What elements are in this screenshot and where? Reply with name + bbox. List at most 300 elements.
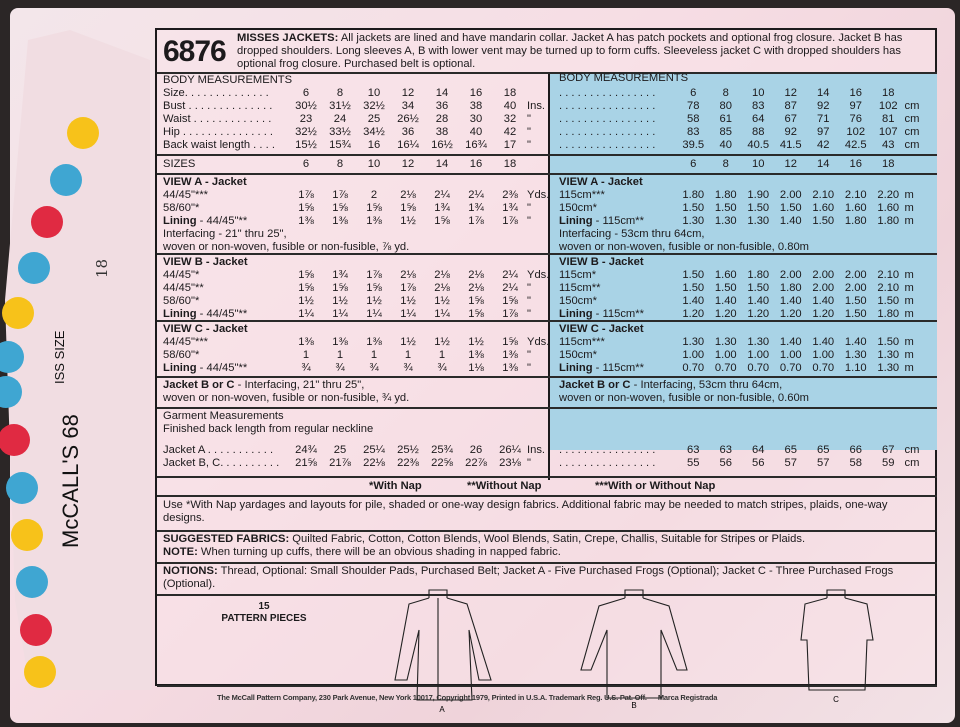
unit: m (904, 336, 914, 348)
interfacing-note: woven or non-woven, fusible or non-fusible, ¾ yd. (163, 392, 410, 404)
unit: Ins. (527, 100, 546, 112)
cell-value: 1.80 (844, 215, 867, 227)
unit: Ins. (527, 444, 546, 456)
cell-value: 2⅛ (434, 269, 450, 281)
cell-value: 40 (469, 126, 483, 138)
cell-value: 1.30 (747, 336, 770, 348)
notions-text: Thread, Optional: Small Shoulder Pads, Purchased Belt; Jacket A - Five Purchased Frogs (Optional); Jacket C - Three Purchased Frogs (Optional). (163, 565, 894, 590)
cell-value: 1¼ (366, 308, 382, 320)
cell-value: 18 (882, 158, 895, 170)
table-row (559, 100, 929, 113)
table-row (559, 202, 929, 215)
cell-value: 0.70 (747, 362, 770, 374)
cell-value: 1.00 (747, 349, 770, 361)
cell-value: 16½ (431, 139, 453, 151)
note-text: - Interfacing, 53cm thru 64cm, (630, 379, 783, 391)
cell-value: 1⅝ (298, 282, 314, 294)
view-a-title: VIEW A - Jacket (559, 176, 643, 188)
table-row (163, 282, 553, 295)
pattern-pieces-label: PATTERN PIECES (221, 613, 307, 624)
interfacing-note: woven or non-woven, fusible or non-fusible, ⅞ yd. (163, 241, 410, 253)
unit: " (527, 295, 531, 307)
cell-value: 18 (503, 158, 517, 170)
cell-value: 42 (503, 126, 517, 138)
cell-value: ¾ (403, 362, 413, 374)
view-a-title: VIEW A - Jacket (163, 176, 247, 188)
cell-value: 1.20 (779, 308, 802, 320)
table-row (163, 362, 553, 375)
cell-value: 80 (719, 100, 732, 112)
cell-value: 102 (878, 100, 898, 112)
cell-value: 14 (817, 87, 830, 99)
row-label: Lining - 115cm** (559, 215, 644, 227)
cell-value: 22⅛ (363, 457, 385, 469)
cell-value: 36 (435, 100, 449, 112)
cell-value: 65 (817, 444, 830, 456)
cell-value: 1½ (434, 295, 450, 307)
table-row (559, 215, 929, 228)
table-row (163, 113, 553, 126)
cell-value: 10 (367, 158, 381, 170)
row-label: . . . . . . . . . . . . . . . . (559, 457, 656, 469)
decorative-dot (2, 297, 34, 329)
cell-value: 57 (784, 457, 797, 469)
cell-value: 25½ (397, 444, 419, 456)
decorative-dot (16, 566, 48, 598)
cell-value: 22⅞ (465, 457, 487, 469)
cell-value: 23⅛ (499, 457, 521, 469)
divider (157, 154, 937, 156)
cell-value: 1⅝ (468, 308, 484, 320)
cell-value: 1.50 (844, 308, 867, 320)
cell-value: 2.00 (844, 282, 867, 294)
cell-value: 1.50 (714, 282, 737, 294)
table-row (559, 362, 929, 375)
cell-value: 32½ (295, 126, 317, 138)
decorative-dot (67, 117, 99, 149)
cell-value: 2.00 (779, 189, 802, 201)
cell-value: 59 (882, 457, 895, 469)
cell-value: 1⅞ (332, 189, 348, 201)
unit: " (527, 215, 531, 227)
view-b-label: B (631, 701, 637, 710)
cell-value: 2⅛ (468, 282, 484, 294)
cell-value: 30½ (295, 100, 317, 112)
cell-value: 8 (722, 87, 729, 99)
unit: cm (904, 457, 920, 469)
decorative-dot (6, 472, 38, 504)
notions-title: NOTIONS: (163, 565, 218, 577)
divider (157, 407, 937, 409)
cell-value: 1¼ (332, 308, 348, 320)
cell-value: 1⅜ (332, 215, 348, 227)
divider (157, 320, 937, 322)
cell-value: 2¼ (502, 269, 518, 281)
cell-value: 12 (784, 158, 797, 170)
table-row (163, 295, 553, 308)
jacket-b-or-c-note (163, 379, 364, 392)
cell-value: 1.30 (714, 336, 737, 348)
cell-value: 21⅝ (295, 457, 317, 469)
row-label: 44/45"** (163, 282, 204, 294)
unit: m (904, 282, 914, 294)
row-label: 115cm*** (559, 336, 605, 348)
cell-value: 16 (849, 158, 862, 170)
cell-value: 1.50 (747, 282, 770, 294)
cell-value: 1.80 (877, 308, 900, 320)
interfacing-note: woven or non-woven, fusible or non-fusible, 0.60m (559, 392, 809, 404)
unit: cm (904, 100, 920, 112)
divider (157, 376, 937, 378)
table-row (163, 349, 553, 362)
cell-value: 1.40 (812, 295, 835, 307)
row-label: . . . . . . . . . . . . . . . . (559, 139, 656, 151)
unit: m (904, 362, 914, 374)
cell-value: 61 (719, 113, 732, 125)
cell-value: 1⅝ (366, 282, 382, 294)
cell-value: 6 (302, 158, 310, 170)
row-label: . . . . . . . . . . . . . . . . (559, 126, 656, 138)
cell-value: 1.30 (682, 215, 705, 227)
unit: Yds. (527, 269, 550, 281)
cell-value: 1.30 (747, 215, 770, 227)
cell-value: 1½ (468, 336, 484, 348)
unit (905, 87, 929, 100)
cell-value: 42 (817, 139, 830, 151)
cell-value: 1¾ (434, 202, 450, 214)
cell-value: 1¾ (468, 202, 484, 214)
cell-value: 1.00 (682, 349, 705, 361)
cell-value: 1⅜ (332, 336, 348, 348)
cell-value: 28 (435, 113, 449, 125)
cell-value: 30 (469, 113, 483, 125)
cell-value: 58 (687, 113, 700, 125)
divider (157, 495, 937, 497)
row-label: Lining - 44/45"** (163, 215, 248, 227)
cell-value: 1⅜ (502, 349, 518, 361)
cell-value: 43 (882, 139, 895, 151)
cell-value: 0.70 (812, 362, 835, 374)
unit: m (904, 269, 914, 281)
cell-value: 1⅝ (298, 202, 314, 214)
cell-value: 1⅝ (502, 336, 518, 348)
use-note: Use *With Nap yardages and layouts for pile, shaded or one-way design fabrics. Additional fabric may be needed to match stripes, plaids, one-way designs. (163, 499, 888, 524)
cell-value: 6 (302, 87, 310, 99)
note-title: Jacket B or C (559, 379, 631, 391)
decorative-dot (50, 164, 82, 196)
unit: Yds. (527, 189, 550, 201)
cell-value: 92 (784, 126, 797, 138)
cell-value: ¾ (335, 362, 345, 374)
cell-value: ¾ (369, 362, 379, 374)
cell-value: 2.10 (812, 189, 835, 201)
cell-value: 1.50 (682, 202, 705, 214)
row-label: 58/60"* (163, 349, 200, 361)
note-title: Jacket B or C (163, 379, 235, 391)
jacket-b-illustration (581, 590, 687, 698)
cell-value: 2 (370, 189, 378, 201)
cell-value: 76 (849, 113, 862, 125)
cell-value: 42.5 (844, 139, 867, 151)
cell-value: 1½ (400, 336, 416, 348)
view-a-label: A (439, 705, 445, 714)
envelope-flap (0, 0, 160, 727)
cell-value: 81 (882, 113, 895, 125)
cell-value: 58 (849, 457, 862, 469)
table-row (559, 444, 929, 457)
cell-value: 1⅝ (502, 295, 518, 307)
unit: " (527, 126, 531, 138)
cell-value: 33½ (329, 126, 351, 138)
cell-value: 14 (435, 87, 449, 99)
cell-value: 2.00 (844, 269, 867, 281)
cell-value: 1.40 (747, 295, 770, 307)
table-row (559, 295, 929, 308)
cell-value: 6 (690, 158, 697, 170)
cell-value: 16 (469, 87, 483, 99)
table-row (163, 126, 553, 139)
suggested-fabrics (163, 533, 805, 546)
cell-value: 18 (503, 87, 517, 99)
cell-value: 16¼ (397, 139, 419, 151)
cell-value: 1.50 (682, 269, 705, 281)
cell-value: 14 (435, 158, 449, 170)
cell-value: 1.30 (877, 362, 900, 374)
unit: cm (904, 444, 920, 456)
row-label: 44/45"*** (163, 189, 209, 201)
unit: m (904, 189, 914, 201)
cell-value: 40.5 (747, 139, 770, 151)
cell-value: 1⅝ (298, 269, 314, 281)
table-row (559, 139, 929, 152)
unit: " (527, 308, 531, 320)
view-c-title: VIEW C - Jacket (163, 323, 248, 335)
unit: cm (904, 113, 920, 125)
cell-value: 1½ (400, 295, 416, 307)
unit: Yds. (527, 336, 550, 348)
row-label: Lining - 44/45"** (163, 308, 248, 320)
cell-value: 2.10 (877, 282, 900, 294)
cell-value: 1.50 (682, 282, 705, 294)
footer-copyright: The McCall Pattern Company, 230 Park Avenue, New York 10017, Copyright 1979, Printed in U.S.A. Trademark Reg. U.S. Pat. Off. — Marca Registrada (217, 693, 718, 702)
description-title: MISSES JACKETS: (237, 32, 339, 44)
cell-value: 1 (438, 349, 446, 361)
table-row (559, 269, 929, 282)
cell-value: 15¾ (329, 139, 351, 151)
row-label: 115cm*** (559, 189, 605, 201)
row-label: . . . . . . . . . . . . . . . . (559, 100, 656, 112)
cell-value: 31½ (329, 100, 351, 112)
cell-value: 1⅞ (400, 282, 416, 294)
cell-value: ¾ (437, 362, 447, 374)
cell-value: 2.10 (844, 189, 867, 201)
cell-value: 1.50 (779, 202, 802, 214)
unit: m (904, 349, 914, 361)
flap-brand: McCALL'S 68 (58, 414, 83, 548)
cell-value: 1⅞ (468, 215, 484, 227)
decorative-dot (24, 656, 56, 688)
with-or-without-nap-legend: ***With or Without Nap (595, 480, 716, 492)
cell-value: 65 (784, 444, 797, 456)
row-label: 44/45"* (163, 269, 200, 281)
cell-value: 55 (687, 457, 700, 469)
cell-value: 85 (719, 126, 732, 138)
cell-value: 12 (401, 158, 415, 170)
fabrics-text: Quilted Fabric, Cotton, Cotton Blends, Wool Blends, Satin, Crepe, Challis, Suitable for Stripes or Plaids. (289, 533, 806, 545)
cell-value: 67 (882, 444, 895, 456)
row-label: Back waist length . . . . (163, 139, 275, 151)
cell-value: 39.5 (682, 139, 705, 151)
cell-value: 1.30 (682, 336, 705, 348)
cell-value: 15½ (295, 139, 317, 151)
cell-value: 2¼ (502, 282, 518, 294)
cell-value: 1⅝ (332, 202, 348, 214)
cell-value: 1⅞ (502, 308, 518, 320)
table-row (559, 336, 929, 349)
cell-value: 12 (784, 87, 797, 99)
cell-value: 1⅝ (400, 202, 416, 214)
row-label: . . . . . . . . . . . . . . . . (559, 87, 656, 99)
cell-value: 1.30 (714, 215, 737, 227)
cell-value: 56 (719, 457, 732, 469)
cell-value: 0.70 (682, 362, 705, 374)
body-measurements-title-metric: BODY MEASUREMENTS (559, 72, 689, 84)
cell-value: 2.00 (812, 282, 835, 294)
cell-value: 17 (503, 139, 517, 151)
cell-value: 32½ (363, 100, 385, 112)
cell-value: 2.20 (877, 189, 900, 201)
unit: cm (904, 126, 920, 138)
cell-value: 1 (336, 349, 344, 361)
cell-value: 16 (849, 87, 862, 99)
cell-value: 1½ (332, 295, 348, 307)
cell-value: 10 (752, 158, 765, 170)
row-label: 58/60"* (163, 295, 200, 307)
cell-value: 1.00 (714, 349, 737, 361)
cell-value: 1¾ (332, 269, 348, 281)
row-label: . . . . . . . . . . . . . . . . (559, 113, 656, 125)
row-label: Lining - 44/45"** (163, 362, 248, 374)
cell-value: 102 (846, 126, 866, 138)
cell-value: 22⅝ (431, 457, 453, 469)
cell-value: 1.40 (682, 295, 705, 307)
cell-value: 38 (469, 100, 483, 112)
view-b-title: VIEW B - Jacket (559, 256, 644, 268)
row-label: 58/60"* (163, 202, 200, 214)
cell-value: 1.80 (747, 269, 770, 281)
pattern-pieces-count: 15 (258, 601, 270, 612)
body-measurements-title: BODY MEASUREMENTS (163, 74, 293, 86)
cell-value: 1.80 (877, 215, 900, 227)
cell-value: 8 (336, 158, 344, 170)
cell-value: 25¾ (431, 444, 453, 456)
cell-value: 97 (849, 100, 862, 112)
cell-value: 8 (722, 158, 729, 170)
row-label: 150cm* (559, 295, 597, 307)
divider (157, 253, 937, 255)
cell-value: 1.60 (714, 269, 737, 281)
cell-value: 1⅛ (468, 362, 484, 374)
cell-value: 1⅜ (502, 362, 518, 374)
cell-value: 2⅜ (502, 189, 518, 201)
note (163, 546, 561, 559)
cell-value: 1⅞ (298, 189, 314, 201)
row-label: Size. . . . . . . . . . . . . . (163, 87, 269, 99)
table-row (163, 457, 553, 470)
table-row (163, 444, 553, 457)
unit: " (527, 202, 531, 214)
view-c-label: C (833, 695, 839, 704)
cell-value: 8 (336, 87, 344, 99)
sizes-metric (559, 158, 929, 171)
cell-value: 26¼ (499, 444, 521, 456)
cell-value: 24 (333, 113, 347, 125)
cell-value: 1.80 (682, 189, 705, 201)
cell-value: 26 (469, 444, 483, 456)
cell-value: 1.30 (877, 349, 900, 361)
cell-value: 1.20 (812, 308, 835, 320)
flap-size: 18 (93, 258, 111, 278)
cell-value: 88 (752, 126, 765, 138)
cell-value: 1.20 (747, 308, 770, 320)
cell-value: 38 (435, 126, 449, 138)
table-row (163, 158, 553, 171)
cell-value: 63 (687, 444, 700, 456)
cell-value: 1½ (434, 336, 450, 348)
table-row (559, 113, 929, 126)
cell-value: 87 (784, 100, 797, 112)
jacket-b-or-c-note (559, 379, 782, 392)
cell-value: 25¼ (363, 444, 385, 456)
cell-value: 0.70 (779, 362, 802, 374)
cell-value: 78 (687, 100, 700, 112)
cell-value: 24¾ (295, 444, 317, 456)
unit: " (527, 457, 531, 469)
unit: m (904, 308, 914, 320)
cell-value: 2⅛ (400, 269, 416, 281)
with-nap-legend: *With Nap (369, 480, 422, 492)
jacket-c-illustration (801, 590, 873, 690)
view-c-title: VIEW C - Jacket (559, 323, 644, 335)
cell-value: 1.50 (714, 202, 737, 214)
cell-value: 10 (752, 87, 765, 99)
cell-value: 1¾ (502, 202, 518, 214)
divider (157, 476, 937, 478)
row-label: Waist . . . . . . . . . . . . . (163, 113, 272, 125)
garment-measurements-title: Garment Measurements (163, 410, 284, 422)
fabrics-title: SUGGESTED FABRICS: (163, 533, 290, 545)
cell-value: 66 (849, 444, 862, 456)
unit: " (527, 282, 531, 294)
cell-value: 1⅜ (298, 215, 314, 227)
cell-value: 1.50 (812, 215, 835, 227)
row-label: Hip . . . . . . . . . . . . . . . (163, 126, 274, 138)
table-row (559, 126, 929, 139)
cell-value: 2.00 (779, 269, 802, 281)
flap-size-label: ISS SIZE (52, 330, 67, 384)
jacket-a-illustration (395, 590, 491, 700)
cell-value: 1.50 (844, 295, 867, 307)
cell-value: 63 (719, 444, 732, 456)
cell-value: 26½ (397, 113, 419, 125)
divider (157, 562, 937, 564)
garment-measurements-subtitle: Finished back length from regular neckline (163, 423, 374, 435)
cell-value: ¾ (301, 362, 311, 374)
decorative-dot (11, 519, 43, 551)
cell-value: 1.50 (877, 295, 900, 307)
cell-value: 40 (719, 139, 732, 151)
cell-value: 1⅝ (434, 215, 450, 227)
